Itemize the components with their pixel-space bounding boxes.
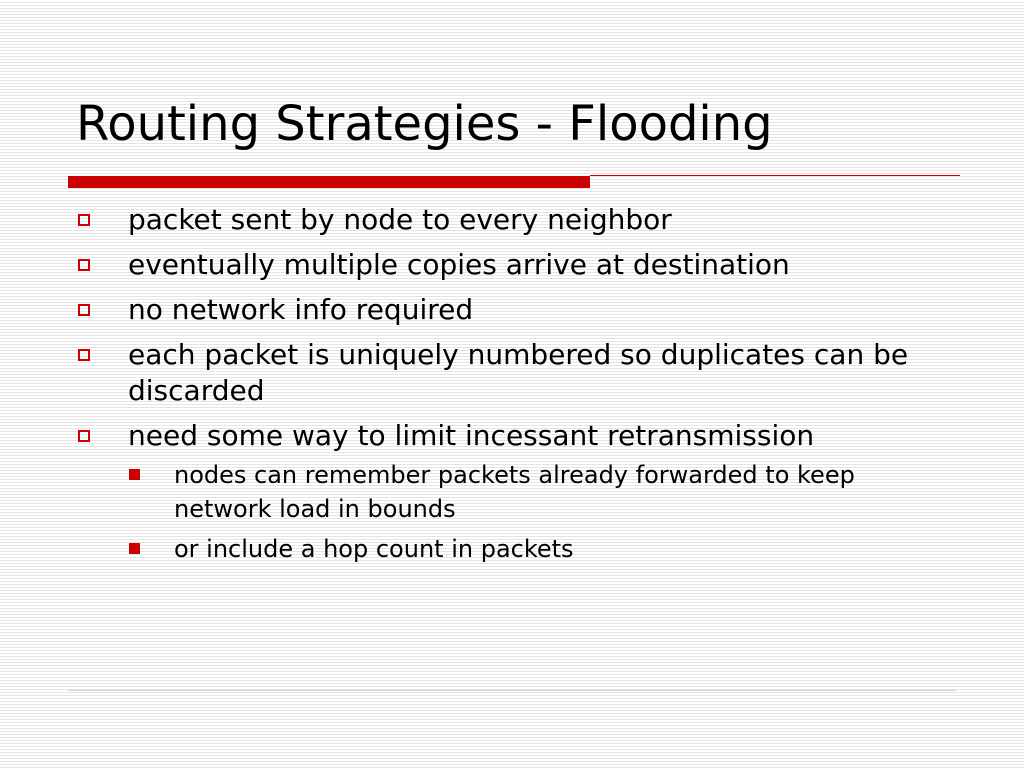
hollow-square-bullet-icon	[78, 304, 90, 316]
hollow-square-bullet-icon	[78, 259, 90, 271]
slide-title: Routing Strategies - Flooding	[76, 96, 773, 152]
footer-divider	[68, 690, 956, 691]
bullet-item	[76, 202, 956, 238]
sub-bullet-item	[126, 532, 956, 566]
bullet-item	[76, 418, 956, 566]
bullet-text: no network info required	[128, 293, 474, 326]
bullet-text: each packet is uniquely numbered so duplicates can be discarded	[128, 338, 909, 407]
title-underline-thin	[590, 175, 960, 176]
bullet-item	[76, 337, 956, 409]
bullet-text: need some way to limit incessant retransmission	[128, 419, 815, 452]
bullet-text: eventually multiple copies arrive at destination	[128, 248, 790, 281]
bullet-list	[76, 202, 956, 575]
sub-bullet-item	[126, 458, 956, 526]
hollow-square-bullet-icon	[78, 214, 90, 226]
bullet-item	[76, 247, 956, 283]
bullet-item	[76, 292, 956, 328]
hollow-square-bullet-icon	[78, 349, 90, 361]
sub-bullet-text: or include a hop count in packets	[174, 535, 574, 563]
title-underline-thick	[68, 176, 590, 188]
filled-square-bullet-icon	[129, 543, 140, 554]
hollow-square-bullet-icon	[78, 430, 90, 442]
bullet-text: packet sent by node to every neighbor	[128, 203, 672, 236]
filled-square-bullet-icon	[129, 469, 140, 480]
sub-bullet-text: nodes can remember packets already forwarded to keep network load in bounds	[174, 461, 855, 523]
sub-bullet-list	[126, 458, 956, 566]
